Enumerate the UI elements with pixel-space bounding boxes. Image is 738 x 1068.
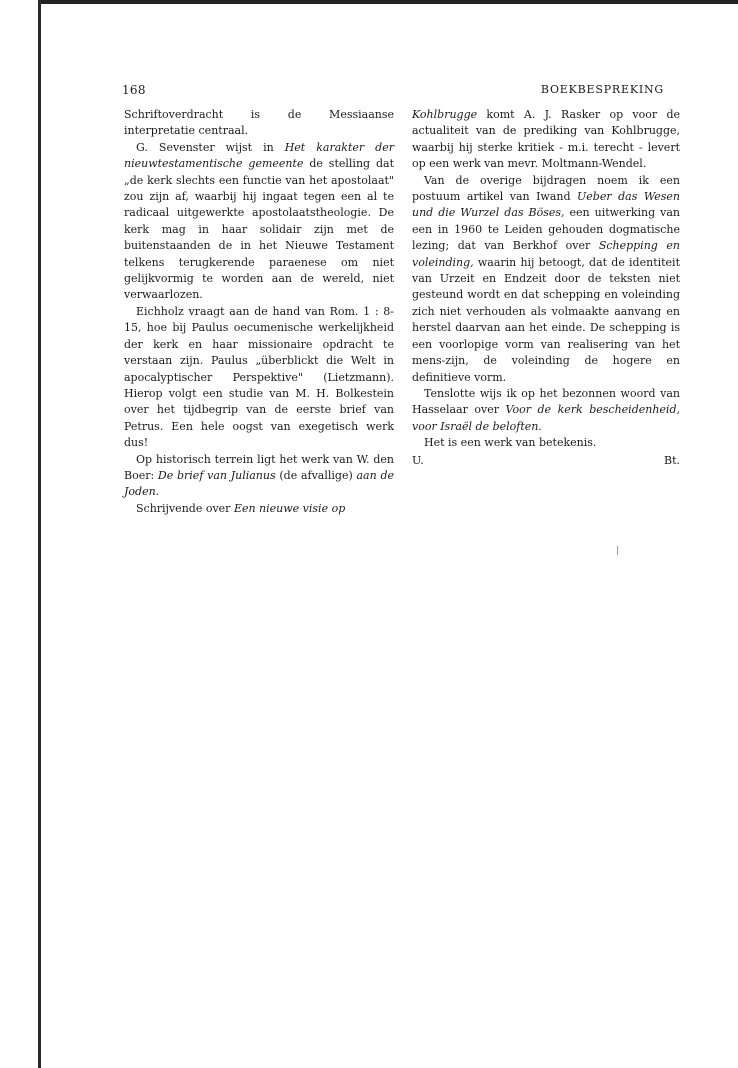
- right-column: [412, 107, 680, 469]
- page-number: 168: [122, 83, 146, 97]
- book-title: aan de Joden.: [124, 468, 394, 499]
- signature-author: Bt.: [663, 453, 680, 467]
- book-title: Schepping en voleinding,: [412, 239, 680, 269]
- book-title: Voor de kerk bescheidenheid, voor Israël de beloften.: [412, 403, 680, 433]
- signature-row: [412, 453, 680, 469]
- paragraph: Kohlbrugge komt A. J. Rasker op voor de actualiteit van de prediking van Kohlbrugge, waarbij hij sterke kritiek - m.i. terecht - levert op een werk van mevr. Moltmann-Wendel.: [412, 108, 680, 171]
- book-title: De brief van Julianus: [157, 468, 276, 482]
- paragraph: Eichholz vraagt aan de hand van Rom. 1 : 8-15, hoe bij Paulus oecumenische werkelijkheid der kerk en haar missionaire opdracht te verstaan zijn. Paulus „überblickt die Welt in apocalyptischer Perspektive" (Lietzmann). Hierop volgt een studie van M. H. Bolkestein over het tijdbegrip van de eerste brief van Petrus. Een hele oogst van exegetisch werk dus!: [124, 304, 394, 450]
- scan-mark: [617, 546, 618, 555]
- left-column: [124, 107, 394, 517]
- scan-border-top: [38, 0, 738, 4]
- paragraph: Schrijvende over Een nieuwe visie op: [136, 501, 346, 515]
- scan-border-left: [38, 0, 41, 1068]
- book-title: Het karakter der nieuwtestamentische gemeente: [124, 140, 394, 171]
- paragraph: Schriftoverdracht is de Messiaanse interpretatie centraal.: [124, 108, 394, 138]
- signature-initial: U.: [412, 453, 424, 467]
- paragraph: Tenslotte wijs ik op het bezonnen woord van Hasselaar over Voor de kerk bescheidenheid, voor Israël de beloften.: [412, 386, 680, 433]
- book-title: Een nieuwe visie op: [233, 501, 346, 515]
- book-title: Kohlbrugge: [412, 108, 478, 121]
- book-title: Ueber das Wesen und die Wurzel das Böses,: [412, 190, 680, 220]
- paragraph: G. Sevenster wijst in Het karakter der nieuwtestamentische gemeente de stelling dat „de kerk slechts een functie van het apostolaat" zou zijn af, waarbij hij ingaat tegen een al te radicaal uitgewerkte apostolaatstheologie. De kerk mag in haar solidair zijn met de buitenstaanden de in het Nieuwe Testament telkens terugkerende paraenese om niet gelijkvormig te worden aan de wereld, niet verwaarlozen.: [124, 140, 394, 302]
- paragraph: Het is een werk van betekenis.: [424, 436, 597, 450]
- running-header: BOEKBESPREKING: [540, 83, 664, 96]
- paragraph: Op historisch terrein ligt het werk van W. den Boer: De brief van Julianus (de afvallige) aan de Joden.: [124, 452, 394, 499]
- paragraph: Van de overige bijdragen noem ik een postuum artikel van Iwand Ueber das Wesen und die Wurzel das Böses, een uitwerking van een in 1960 te Leiden gehouden dogmatische lezing; dat van Berkhof over Schepping en voleinding, waarin hij betoogt, dat de identiteit van Urzeit en Endzeit door de teksten niet gesteund wordt en dat schepping en voleinding zich niet verhouden als volmaakte aanvang en herstel daarvan aan het einde. De schepping is een voorlopige vorm van realisering van het mens-zijn, de voleinding de hogere en definitieve vorm.: [412, 173, 680, 384]
